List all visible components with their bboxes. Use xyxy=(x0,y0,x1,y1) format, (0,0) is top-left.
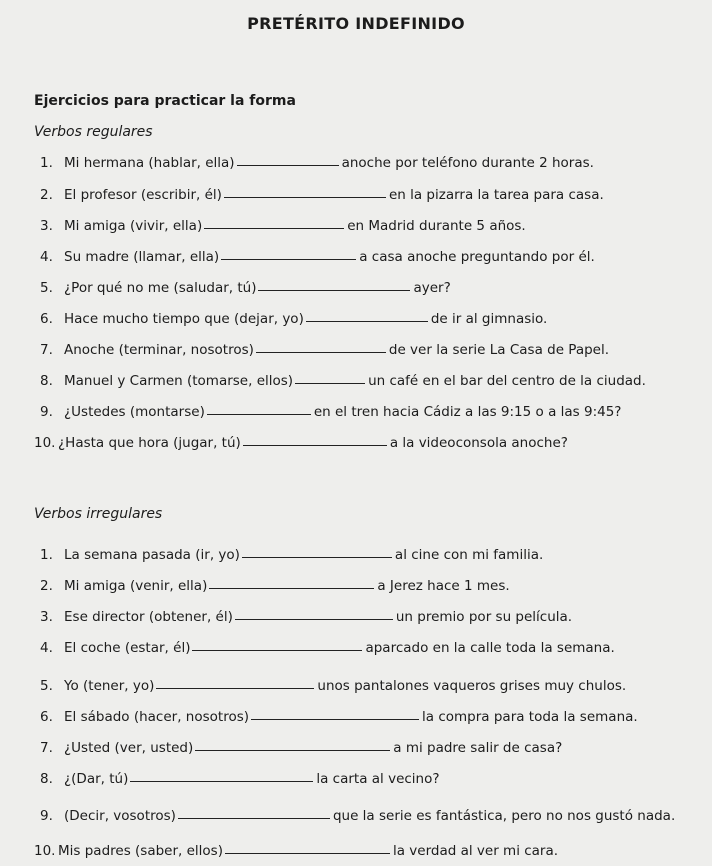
exercise-continuation: anoche por teléfono durante 2 horas. xyxy=(341,155,594,171)
exercise-continuation: la carta al vecino? xyxy=(316,771,440,787)
irregular-exercise-4 xyxy=(40,640,615,656)
regular-exercise-8 xyxy=(40,373,646,389)
answer-blank[interactable] xyxy=(243,444,387,446)
answer-blank[interactable] xyxy=(225,852,390,854)
exercise-number: 9. xyxy=(40,808,53,824)
answer-blank[interactable] xyxy=(178,817,330,819)
irregular-exercise-8 xyxy=(40,771,440,787)
exercise-number: 3. xyxy=(40,218,53,234)
regular-verbs-label: Verbos regulares xyxy=(34,124,153,140)
exercise-number: 10. xyxy=(34,435,56,451)
exercise-prompt: Mi amiga (vivir, ella) xyxy=(64,218,203,234)
answer-blank[interactable] xyxy=(221,258,356,260)
exercise-prompt: El coche (estar, él) xyxy=(64,640,191,656)
exercise-continuation: en Madrid durante 5 años. xyxy=(347,218,526,234)
irregular-exercise-1 xyxy=(40,547,543,563)
exercise-number: 7. xyxy=(40,342,53,358)
answer-blank[interactable] xyxy=(295,382,365,384)
exercise-prompt: ¿Ustedes (montarse) xyxy=(64,404,205,420)
exercise-prompt: Mis padres (saber, ellos) xyxy=(58,843,223,859)
regular-exercise-9 xyxy=(40,404,621,420)
exercise-number: 8. xyxy=(40,771,53,787)
exercise-continuation: aparcado en la calle toda la semana. xyxy=(365,640,615,656)
irregular-exercise-3 xyxy=(40,609,572,625)
exercise-number: 1. xyxy=(40,547,53,563)
exercise-continuation: a casa anoche preguntando por él. xyxy=(359,249,595,265)
exercise-prompt: Su madre (llamar, ella) xyxy=(64,249,220,265)
answer-blank[interactable] xyxy=(258,289,410,291)
exercise-number: 2. xyxy=(40,578,53,594)
exercise-continuation: un premio por su película. xyxy=(395,609,573,625)
regular-exercise-10 xyxy=(34,435,568,451)
exercise-prompt: Mi hermana (hablar, ella) xyxy=(64,155,235,171)
exercise-prompt: El sábado (hacer, nosotros) xyxy=(64,709,250,725)
exercise-number: 6. xyxy=(40,311,53,327)
exercise-prompt: Yo (tener, yo) xyxy=(64,678,155,694)
exercise-continuation: al cine con mi familia. xyxy=(394,547,544,563)
regular-exercise-6 xyxy=(40,311,547,327)
answer-blank[interactable] xyxy=(237,164,339,166)
exercise-prompt: Anoche (terminar, nosotros) xyxy=(64,342,254,358)
exercise-continuation: a la videoconsola anoche? xyxy=(389,435,568,451)
exercise-number: 8. xyxy=(40,373,53,389)
regular-exercise-7 xyxy=(40,342,609,358)
regular-exercise-4 xyxy=(40,249,595,265)
exercise-continuation: un café en el bar del centro de la ciudad. xyxy=(368,373,646,389)
exercise-continuation: en el tren hacia Cádiz a las 9:15 o a las 9:45? xyxy=(313,404,622,420)
exercise-number: 6. xyxy=(40,709,53,725)
answer-blank[interactable] xyxy=(306,320,428,322)
exercise-number: 1. xyxy=(40,155,53,171)
answer-blank[interactable] xyxy=(209,587,374,589)
answer-blank[interactable] xyxy=(242,556,392,558)
exercise-prompt: Hace mucho tiempo que (dejar, yo) xyxy=(64,311,304,327)
exercise-prompt: Mi amiga (venir, ella) xyxy=(64,578,208,594)
irregular-exercise-2 xyxy=(40,578,510,594)
irregular-exercise-9 xyxy=(40,808,675,824)
exercise-prompt: ¿Hasta que hora (jugar, tú) xyxy=(58,435,241,451)
exercise-prompt: ¿(Dar, tú) xyxy=(64,771,129,787)
exercise-prompt: (Decir, vosotros) xyxy=(64,808,176,824)
section-heading: Ejercicios para practicar la forma xyxy=(34,93,296,109)
exercise-prompt: Manuel y Carmen (tomarse, ellos) xyxy=(64,373,294,389)
exercise-number: 10. xyxy=(34,843,56,859)
exercise-continuation: ayer? xyxy=(413,280,451,296)
regular-exercise-5 xyxy=(40,280,451,296)
answer-blank[interactable] xyxy=(204,227,344,229)
irregular-exercise-10 xyxy=(34,843,558,859)
irregular-exercise-5 xyxy=(40,678,626,694)
answer-blank[interactable] xyxy=(256,351,386,353)
exercise-continuation: que la serie es fantástica, pero no nos gustó nada. xyxy=(332,808,676,824)
exercise-number: 5. xyxy=(40,280,53,296)
exercise-prompt: ¿Usted (ver, usted) xyxy=(64,740,194,756)
irregular-exercise-7 xyxy=(40,740,562,756)
page-title: PRETÉRITO INDEFINIDO xyxy=(247,14,465,33)
exercise-number: 7. xyxy=(40,740,53,756)
answer-blank[interactable] xyxy=(192,649,362,651)
exercise-number: 2. xyxy=(40,187,53,203)
irregular-exercise-6 xyxy=(40,709,638,725)
exercise-prompt: ¿Por qué no me (saludar, tú) xyxy=(64,280,257,296)
regular-exercise-2 xyxy=(40,187,604,203)
answer-blank[interactable] xyxy=(224,196,386,198)
regular-exercise-1 xyxy=(40,155,594,171)
answer-blank[interactable] xyxy=(251,718,419,720)
exercise-number: 3. xyxy=(40,609,53,625)
exercise-number: 4. xyxy=(40,640,53,656)
exercise-continuation: la verdad al ver mi cara. xyxy=(392,843,559,859)
exercise-continuation: la compra para toda la semana. xyxy=(422,709,638,725)
irregular-verbs-label: Verbos irregulares xyxy=(34,506,163,522)
exercise-continuation: a Jerez hace 1 mes. xyxy=(377,578,510,594)
exercise-continuation: de ir al gimnasio. xyxy=(430,311,548,327)
exercise-continuation: unos pantalones vaqueros grises muy chulos. xyxy=(317,678,627,694)
exercise-number: 5. xyxy=(40,678,53,694)
answer-blank[interactable] xyxy=(130,780,313,782)
regular-exercise-3 xyxy=(40,218,526,234)
answer-blank[interactable] xyxy=(156,687,314,689)
exercise-continuation: en la pizarra la tarea para casa. xyxy=(388,187,604,203)
answer-blank[interactable] xyxy=(207,413,311,415)
exercise-number: 9. xyxy=(40,404,53,420)
answer-blank[interactable] xyxy=(195,749,390,751)
exercise-continuation: a mi padre salir de casa? xyxy=(393,740,563,756)
exercise-prompt: El profesor (escribir, él) xyxy=(64,187,222,203)
exercise-prompt: Ese director (obtener, él) xyxy=(64,609,233,625)
answer-blank[interactable] xyxy=(235,618,393,620)
exercise-prompt: La semana pasada (ir, yo) xyxy=(64,547,240,563)
exercise-number: 4. xyxy=(40,249,53,265)
exercise-continuation: de ver la serie La Casa de Papel. xyxy=(388,342,610,358)
